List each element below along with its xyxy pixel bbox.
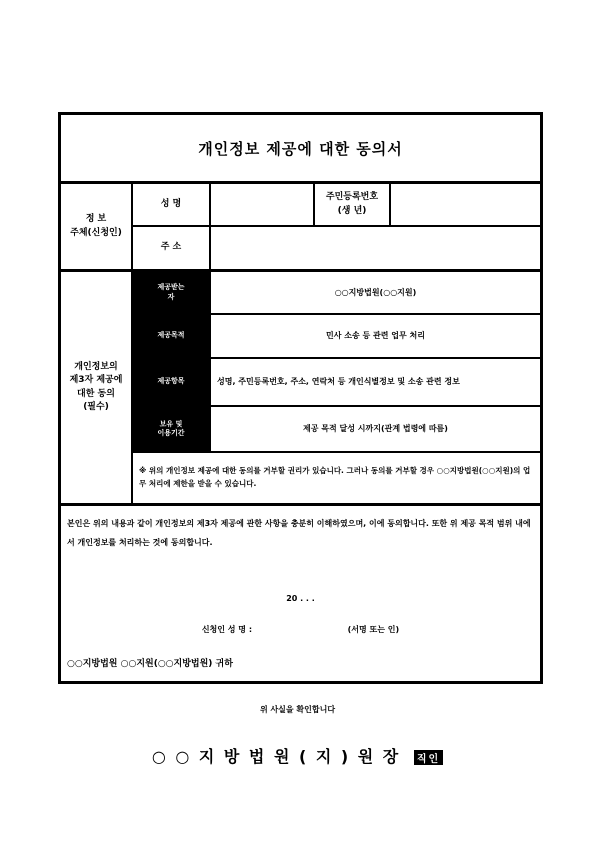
consent-side-line4: (필수)	[83, 402, 109, 412]
date-line: 20 . . .	[286, 594, 315, 603]
consent-side-line1: 개인정보의	[74, 361, 118, 372]
subject-label-line1: 정 보	[85, 214, 107, 224]
footer-note: 위 사실을 확인합니다	[259, 705, 336, 714]
birth-label-line1: 주민등록번호	[325, 192, 379, 202]
issuing-authority-line	[0, 744, 595, 767]
purpose-label: 제공목적	[131, 313, 209, 357]
address-field[interactable]	[209, 225, 540, 269]
consent-form	[58, 112, 543, 684]
addressee: ○○지방법원 ○○지원(○○지방법원) 귀하	[67, 659, 233, 669]
signature-line	[61, 624, 540, 635]
address-label: 주 소	[131, 225, 209, 269]
statement-section	[61, 503, 540, 681]
retention-label	[131, 405, 209, 451]
seal-label: (서명 또는 인)	[347, 625, 400, 634]
issuing-authority: ○ ○ 지 방 법 원 ( 지 ) 원 장	[151, 747, 401, 766]
retention-label-line2: 이용기간	[157, 429, 185, 437]
subject-label-line2: 주체(신청인)	[70, 227, 122, 238]
items-value: 성명, 주민등록번호, 주소, 연락처 등 개인식별정보 및 소송 관련 정보	[209, 357, 540, 405]
retention-label-line1: 보유 및	[159, 419, 183, 428]
purpose-value: 민사 소송 등 관련 업무 처리	[209, 313, 540, 357]
signer-label: 신청인 성 명 :	[201, 625, 253, 634]
recipient-value: ○○지방법원(○○지원)	[209, 269, 540, 313]
recipient-label-line2: 자	[167, 292, 175, 301]
retention-value: 제공 목적 달성 시까지(관계 법령에 따름)	[209, 405, 540, 451]
name-label: 성 명	[131, 181, 209, 225]
consent-side-label	[61, 269, 131, 503]
recipient-label-line1: 제공받는	[157, 283, 185, 292]
birth-label	[313, 181, 389, 225]
items-label: 제공항목	[131, 357, 209, 405]
consent-statement: 본인은 위의 내용과 같이 개인정보의 제3자 제공에 관한 사항을 충분히 이해하였으며, 이에 동의합니다. 또한 위 제공 목적 범위 내에서 개인정보를 처리하는 것에 동의합니다.	[67, 519, 531, 548]
subject-side-label	[61, 181, 131, 269]
refusal-note: ※ 위의 개인정보 제공에 대한 동의를 거부할 권리가 있습니다. 그러나 동의를 거부할 경우 ○○지방법원(○○지원)의 업무 처리에 제한을 받을 수 있습니다.	[131, 451, 540, 503]
recipient-label	[131, 269, 209, 313]
birth-label-line2: (생 년)	[337, 205, 367, 216]
consent-side-line3: 대한 동의	[77, 388, 115, 399]
form-title: 개인정보 제공에 대한 동의서	[198, 139, 403, 158]
consent-side-line2: 제3자 제공에	[69, 375, 123, 385]
official-seal-stamp: 직인	[414, 750, 443, 765]
name-field[interactable]	[209, 181, 313, 225]
birth-field[interactable]	[389, 181, 540, 225]
